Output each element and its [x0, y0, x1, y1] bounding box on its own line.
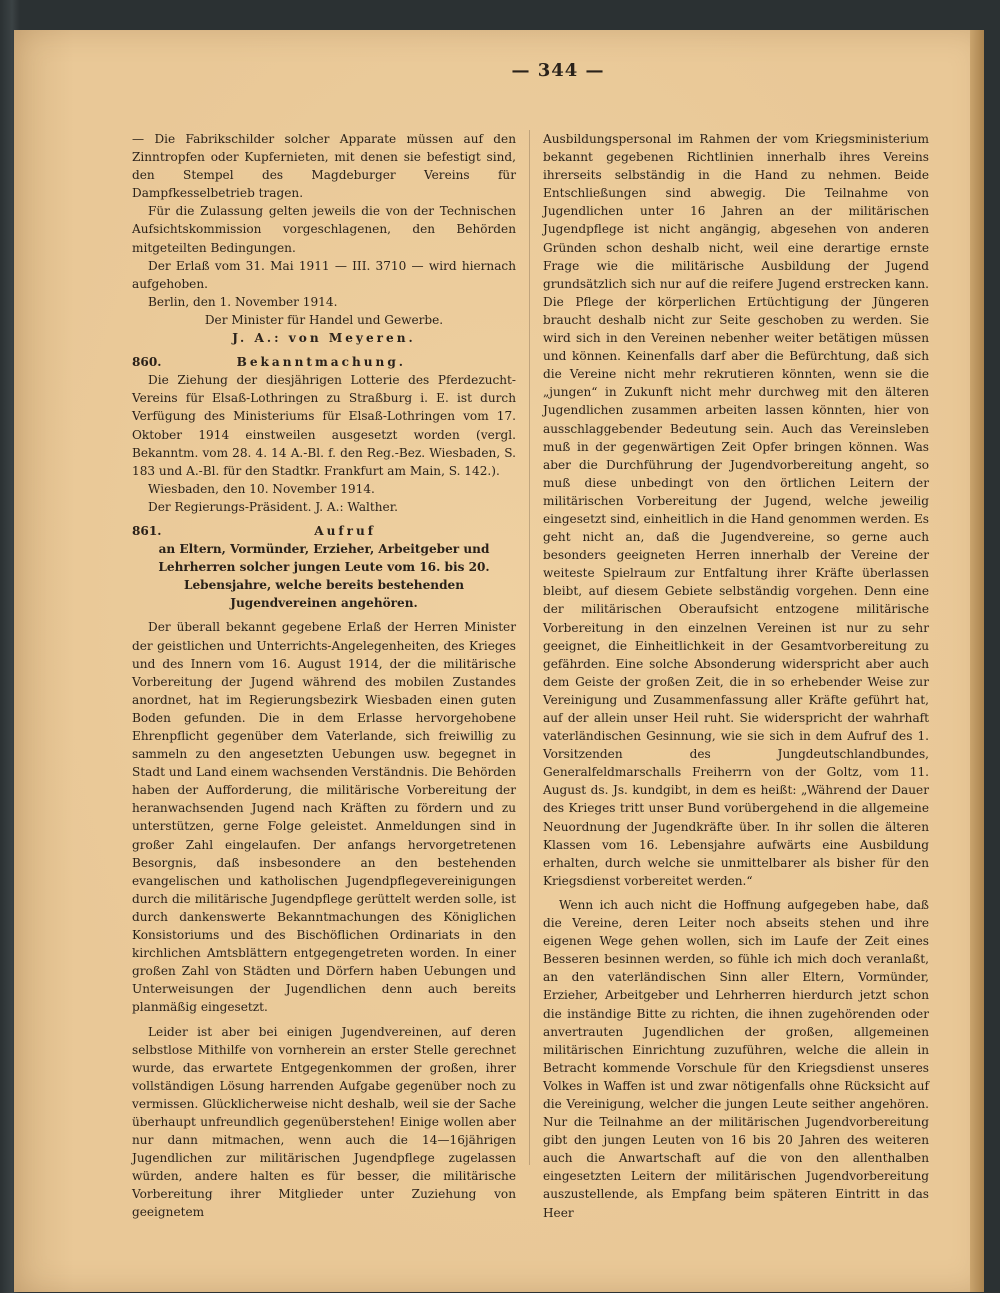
- appeal-subtitle: an Eltern, Vormünder, Erzieher, Arbeitgeber und Lehrherren solcher jungen Leute vom 16. bis 20. Lebensjahre, welche bereits bestehenden Jugendvereinen angehören.: [158, 542, 490, 611]
- section-title: Aufruf: [314, 523, 376, 538]
- signature-title: Der Minister für Handel und Gewerbe.: [204, 312, 444, 327]
- paragraph: Die Ziehung der diesjährigen Lotterie des Pferdezucht-Vereins für Elsaß-Lothringen zu Straßburg i. E. ist durch Verfügung des Ministeriums für Elsaß-Lothringen vom 17. Oktober 1914 einstweilen ausgesetzt worden (vergl. Bekanntm. vom 28. 4. 14 A.-Bl. f. den Reg.-Bez. Wiesbaden, S. 183 und A.-Bl. für den Stadtkr. Frankfurt am Main, S. 142.).: [132, 373, 516, 478]
- paragraph: — Die Fabrikschilder solcher Apparate müssen auf den Zinntropfen oder Kupfernieten, mit denen sie befestigt sind, den Stempel des Magdeburger Vereins für Dampfkesselbetrieb tragen.: [132, 132, 516, 201]
- paragraph: Für die Zulassung gelten jeweils die von der Technischen Aufsichtskommission vorgeschlagenen, den Behörden mitgeteilten Bedingungen.: [132, 204, 516, 255]
- section-number: 860.: [132, 355, 162, 370]
- left-column: [132, 130, 516, 1222]
- date-line: Wiesbaden, den 10. November 1914.: [148, 481, 375, 496]
- right-column: [543, 130, 929, 1222]
- column-divider: [529, 130, 530, 1165]
- date-line: Berlin, den 1. November 1914.: [148, 294, 338, 309]
- paragraph: Der Erlaß vom 31. Mai 1911 — III. 3710 — wird hiernach aufgehoben.: [132, 258, 516, 291]
- section-number: 861.: [132, 523, 162, 538]
- page-edge: [970, 30, 984, 1292]
- paragraph: Ausbildungspersonal im Rahmen der vom Kriegsministerium bekannt gegebenen Richtlinien innerhalb ihres Vereins ihrerseits selbständig in die Hand zu nehmen. Beide Entschließungen sind abwegig. Die Teilnahme von Jugendlichen unter 16 Jahren an der militärischen Jugendpflege ist nicht angängig, abgesehen von anderen Gründen schon deshalb nicht, weil eine derartige ernste Frage wie die militärische Ausbildung der Jugend grundsätzlich sich nur auf die reifere Jugend erstrecken kann. Die Pflege der körperlichen Ertüchtigung der Jüngeren braucht deshalb nicht zur Seite geschoben zu werden. Sie wird sich in den Vereinen nebenher weiter betätigen müssen und können. Keinenfalls darf aber die Befürchtung, daß sich die Vereine nicht mehr rekrutieren könnten, wenn sie die „jungen“ in Zukunft nicht mehr durchweg mit den älteren Jugendlichen zusammen arbeiten lassen könnten, hier von ausschlaggebender Bedeutung sein. Auch das Vereinsleben muß in der gegenwärtigen Zeit Opfer bringen können. Was aber die Durchführung der Jugendvorbereitung angeht, so muß diese unbedingt von den örtlichen Leitern der militärischen Vorbereitung der Jugend, welche jeweilig eingesetzt sind, einheitlich in die Hand genommen werden. Es geht nicht an, daß die Jugendvereine, so gerne auch besonders geeigneten Herren innerhalb der Vereine der weiteste Spielraum zur Entfaltung ihrer Kräfte überlassen bleibt, auf diesem Gebiete selbständig vorgehen. Denn eine der militärischen Oberaufsicht entzogene militärische Vorbereitung in den einzelnen Vereinen ist nur zu sehr geeignet, die Einheitlichkeit in der Gesamtvorbereitung zu gefährden. Eine solche Absonderung widerspricht aber auch dem Geiste der großen Zeit, die in so erhebender Weise zur Vereinigung und Zusammenfassung aller Kräfte geführt hat, auf der allein unser Heil ruht. Sie widerspricht der wahrhaft vaterländischen Gesinnung, wie sie sich in dem Aufruf des 1. Vorsitzenden des Jungdeutschlandbundes, Generalfeldmarschalls Freiherrn von der Goltz, vom 11. August ds. Js. kundgibt, in dem es heißt: „Während der Dauer des Krieges tritt unser Bund vorübergehend in die allgemeine Neuordnung der Jugendkräfte über. In ihr sollen die älteren Klassen vom 16. Lebensjahre aufwärts eine Ausbildung erhalten, durch welche sie unmittelbarer als bisher für den Kriegsdienst vorbereitet werden.“: [543, 132, 929, 888]
- section-title: Bekanntmachung.: [236, 355, 406, 370]
- paragraph: Der überall bekannt gegebene Erlaß der Herren Minister der geistlichen und Unterrichts-Angelegenheiten, des Krieges und des Innern vom 16. August 1914, der die militärische Vorbereitung der Jugend während des mobilen Zustandes anordnet, hat im Regierungsbezirk Wiesbaden einen guten Boden gefunden. Die in dem Erlasse hervorgehobene Ehrenpflicht gegenüber dem Vaterlande, sich freiwillig zu sammeln zu den angesetzten Uebungen usw. begegnet in Stadt und Land einem wachsenden Verständnis. Die Behörden haben der Aufforderung, die militärische Vorbereitung der heranwachsenden Jugend nach Kräften zu fördern und zu unterstützen, gerne Folge geleistet. Anmeldungen sind in großer Zahl eingelaufen. Der anfangs hervorgetretenen Besorgnis, daß insbesondere an den bestehenden evangelischen und katholischen Jugendpflegevereinigungen durch die militärische Jugendpflege gerüttelt werden solle, ist durch dankenswerte Bekanntmachungen des Königlichen Konsistoriums und des Bischöflichen Ordinariats in den kirchlichen Amtsblättern entgegengetreten worden. In einer großen Zahl von Städten und Dörfern haben Uebungen und Unterweisungen der Jugendlichen denn auch bereits planmäßig eingesetzt.: [132, 620, 516, 1015]
- section-heading-861: [132, 522, 516, 540]
- signature-line: Der Regierungs-Präsident. J. A.: Walther.: [148, 499, 398, 514]
- signature-name: J. A.: von Meyeren.: [232, 331, 416, 346]
- paragraph: Leider ist aber bei einigen Jugendvereinen, auf deren selbstlose Mithilfe von vornherein an erster Stelle gerechnet wurde, das erwartete Entgegenkommen der großen, ihrer vollständigen Lösung harrenden Aufgabe gegenüber noch zu vermissen. Glücklicherweise nicht deshalb, weil sie der Sache überhaupt unfreundlich gegenüberstehen! Einige wollen aber nur dann mitmachen, wenn auch die 14—16jährigen Jugendlichen zur militärischen Jugendpflege zugelassen würden, andere halten es für besser, die militärische Vorbereitung ihrer Mitglieder unter Zuziehung von geeignetem: [132, 1024, 516, 1220]
- paragraph: Wenn ich auch nicht die Hoffnung aufgegeben habe, daß die Vereine, deren Leiter noch abseits stehen und ihre eigenen Wege gehen wollen, sich im Laufe der Zeit eines Besseren besinnen werden, so fühle ich mich doch veranlaßt, an den vaterländischen Sinn aller Eltern, Vormünder, Erzieher, Arbeitgeber und Lehrherren hierdurch jetzt schon die inständige Bitte zu richten, die ihnen zugehörenden oder anvertrauten Jugendlichen der großen, allgemeinen militärischen Einrichtung zuzuführen, welche die allein in Betracht kommende Vorschule für den Kriegsdienst unseres Volkes in Waffen ist und zwar nötigenfalls ohne Rücksicht auf die Vereinigung, welcher die jungen Leute seither angehören. Nur die Teilnahme an der militärischen Jugendvorbereitung gibt den jungen Leuten von 16 bis 20 Jahren des weiteren auch die Anwartschaft auf die von den allenthalben eingesetzten Leitern der militärischen Jugendvorbereitung auszustellende, als Empfang beim späteren Eintritt in das Heer: [543, 897, 929, 1220]
- page-number: — 344 —: [511, 60, 605, 81]
- section-heading-860: [132, 353, 516, 371]
